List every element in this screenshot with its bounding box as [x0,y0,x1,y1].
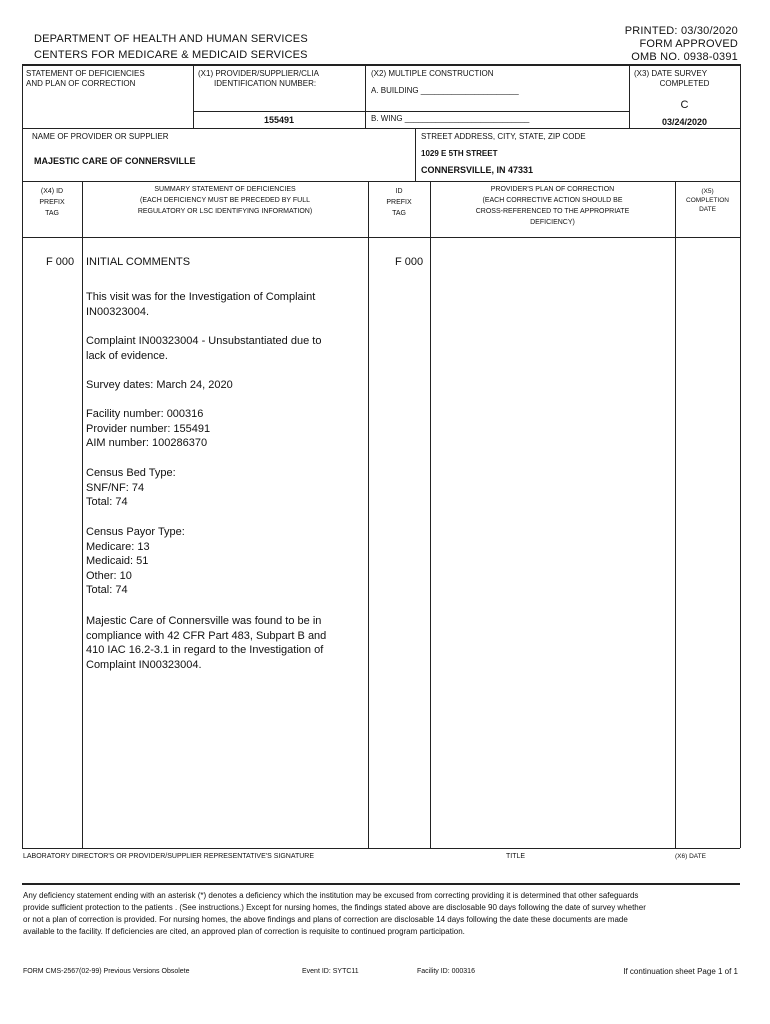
x3-label-1: (X3) DATE SURVEY [634,69,708,78]
paragraph-census-bed: Census Bed Type: SNF/NF: 74 Total: 74 [86,467,176,508]
x4-header-1: (X4) ID [40,188,64,195]
statement-label-1: STATEMENT OF DEFICIENCIES [26,69,145,78]
provider-name-label: NAME OF PROVIDER OR SUPPLIER [32,132,169,141]
paragraph-compliance: Majestic Care of Connersville was found to be in compliance with 42 CFR Part 483, Subpart B and 410 IAC 16.2-3.1 in regard to the Investigation of Complaint IN00323004. [86,615,327,671]
paragraph-census-payor: Census Payor Type: Medicare: 13 Medicaid: 51 Other: 10 Total: 74 [86,526,185,596]
department-line-1: DEPARTMENT OF HEALTH AND HUMAN SERVICES [34,33,308,45]
x1-inner-rule [193,111,365,112]
statement-label-2: AND PLAN OF CORRECTION [26,79,136,88]
x4-header-2: PREFIX [39,199,65,206]
id-header-1: ID [395,188,403,195]
rule-after-signature [22,883,740,885]
paragraph-survey-dates: Survey dates: March 24, 2020 [86,379,233,391]
x3-label-2: COMPLETED [659,79,710,88]
plan-header-2: (EACH CORRECTIVE ACTION SHOULD BE [482,197,623,204]
signature-label: LABORATORY DIRECTOR'S OR PROVIDER/SUPPLIER REPRESENTATIVE'S SIGNATURE [23,853,315,860]
x4-header-3: TAG [45,210,59,217]
signature-date-label: (X6) DATE [675,853,706,860]
paragraph-complaint: Complaint IN00323004 - Unsubstantiated due to lack of evidence. [86,335,322,362]
street-address: 1029 E 5TH STREET [421,149,498,158]
prefix-tag-right: F 000 [395,256,424,268]
event-id: Event ID: SYTC11 [302,968,359,975]
plan-header-4: DEFICIENCY) [530,219,575,226]
divider-provider-address [415,128,416,181]
paragraph-visit: This visit was for the Investigation of Complaint IN00323004. [86,291,316,318]
department-line-2: CENTERS FOR MEDICARE & MEDICAID SERVICES [34,49,308,61]
form-approved: FORM APPROVED [639,38,738,50]
form-number: FORM CMS-2567(02-99) Previous Versions Obsolete [23,968,190,975]
top-rule [22,64,740,66]
continuation-page: If continuation sheet Page 1 of 1 [623,967,738,976]
x5-header-2: COMPLETION [686,197,729,204]
plan-header-3: CROSS-REFERENCED TO THE APPROPRIATE [475,208,630,215]
left-border [22,64,23,848]
x2-wing: B. WING ____________________________ [371,114,530,123]
plan-header-1: PROVIDER'S PLAN OF CORRECTION [490,186,615,193]
rule-before-signature [22,848,740,849]
x3-letter: C [680,99,689,111]
city-state-zip: CONNERSVILLE, IN 47331 [421,165,534,175]
x2-building: A. BUILDING ______________________ [371,86,519,95]
id-header-2: PREFIX [386,199,412,206]
summary-header-2: (EACH DEFICIENCY MUST BE PRECEDED BY FULL [140,197,310,204]
x1-label-2: IDENTIFICATION NUMBER: [214,79,317,88]
summary-header-1: SUMMARY STATEMENT OF DEFICIENCIES [154,186,296,193]
x5-header-3: DATE [699,206,716,213]
disclosure-notice: Any deficiency statement ending with an asterisk (*) denotes a deficiency which the institution may be excused from correcting providing it is determined that other safeguards provide sufficient protection to the patients . (See instructions.) Except for nursing homes, the findings stated above are disclosable 90 days following the date of survey whether or not a plan of correction is provided. For nursing homes, the above findings and plans of correction are disclosable 14 days following the date these documents are made available to the facility. If deficiencies are cited, an approved plan of correction is requisite to continued program participation. [23,891,646,936]
divider-col-tag [82,181,83,848]
rule-after-column-headers [22,237,740,238]
entry-heading: INITIAL COMMENTS [86,256,191,268]
divider-col-plan [675,181,676,848]
rule-after-provider [22,181,740,182]
right-border [740,64,741,848]
divider-x2 [365,64,366,128]
x1-provider-number: 155491 [263,115,295,125]
x1-label-1: (X1) PROVIDER/SUPPLIER/CLIA [198,69,319,78]
summary-header-3: REGULATORY OR LSC IDENTIFYING INFORMATION) [137,208,313,215]
prefix-tag-left: F 000 [46,256,75,268]
divider-col-summary [368,181,369,848]
address-label: STREET ADDRESS, CITY, STATE, ZIP CODE [421,132,586,141]
x3-survey-date: 03/24/2020 [661,117,708,127]
facility-id: Facility ID: 000316 [417,968,475,975]
provider-name: MAJESTIC CARE OF CONNERSVILLE [34,156,196,166]
divider-col-id [430,181,431,848]
id-header-3: TAG [392,210,406,217]
printed-date: PRINTED: 03/30/2020 [624,25,738,37]
paragraph-facility-numbers: Facility number: 000316 Provider number: 155491 AIM number: 100286370 [86,408,211,449]
title-label: TITLE [506,853,526,860]
x2-inner-rule [365,111,629,112]
rule-after-top-boxes [22,128,740,129]
omb-number: OMB NO. 0938-0391 [631,51,738,63]
x5-header-1: (X5) [701,188,714,195]
x2-label: (X2) MULTIPLE CONSTRUCTION [371,69,494,78]
